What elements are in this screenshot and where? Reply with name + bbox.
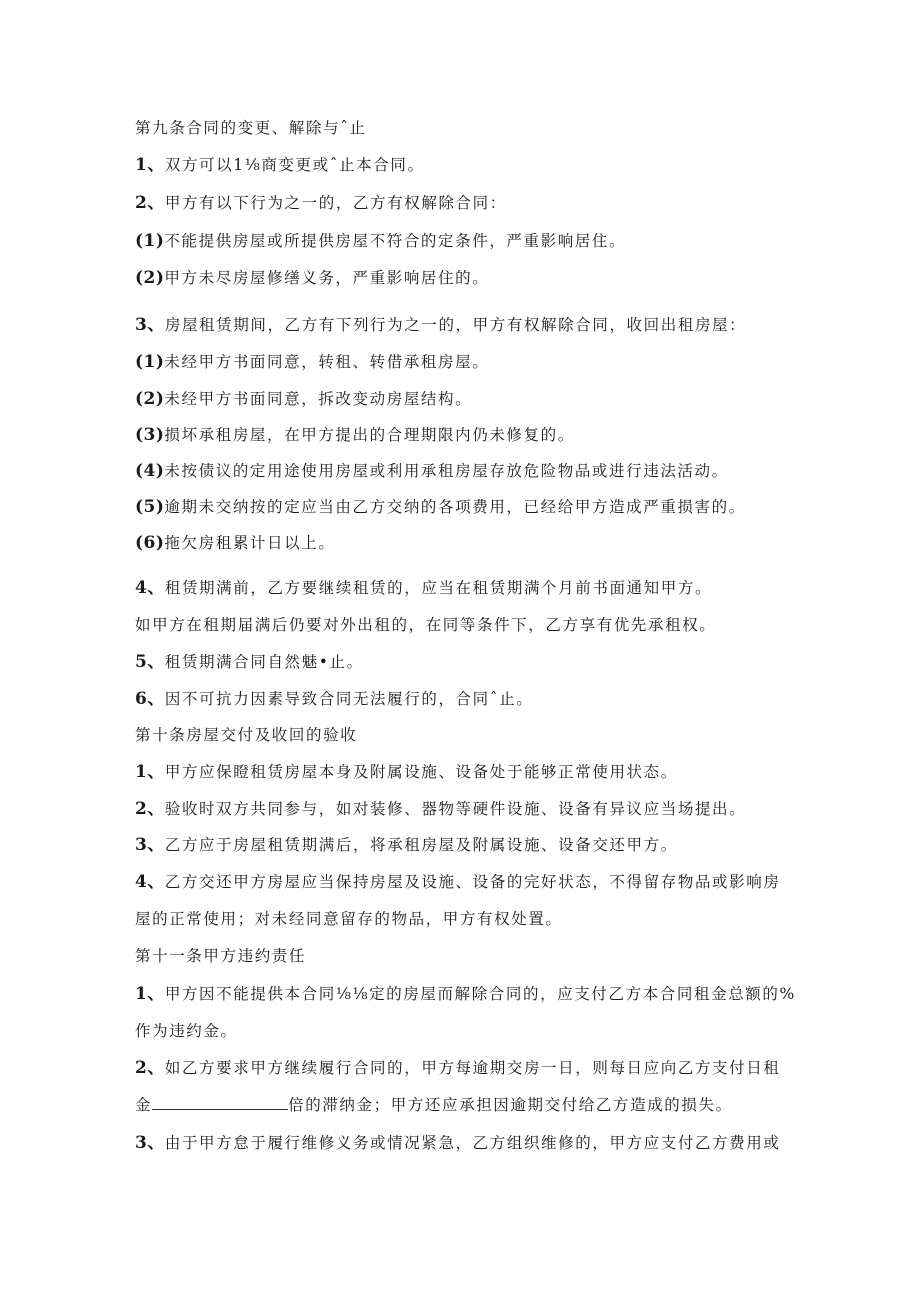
clause-number: 2、 <box>135 1058 165 1078</box>
clause-text: 甲方应保瞪租赁房屋本身及附属设施、设备处于能够正常使用状态。 <box>164 763 678 781</box>
clause-number: 1、 <box>135 984 165 1004</box>
clause <box>135 689 795 709</box>
fill-in-blank[interactable] <box>152 1095 288 1110</box>
clause-text: 租赁期满前，乙方要继续租赁的，应当在租赁期满个月前书面通知甲方。 <box>164 579 713 597</box>
clause-text: 验收时双方共同参与，如对装修、器物等硬件设施、设备有异议应当场提出。 <box>164 800 747 818</box>
sub-clause-number: (4) <box>135 461 165 481</box>
clause <box>135 1133 795 1153</box>
sub-clause <box>135 461 795 481</box>
clause <box>135 652 795 672</box>
clause <box>135 984 795 1004</box>
clause-text: 甲方有以下行为之一的，乙方有权解除合同： <box>164 194 507 212</box>
article-9-heading: 第九条合同的变更、解除与ˆ止 <box>135 119 367 137</box>
clause-number: 5、 <box>135 652 165 672</box>
clause-text: 乙方应于房屋租赁期满后，将承租房屋及附属设施、设备交还甲方。 <box>164 836 678 854</box>
clause-continuation <box>135 1095 795 1115</box>
clause-text: 金 <box>135 1096 153 1114</box>
clause-text: 如乙方要求甲方继续履行合同的，甲方每逾期交房一日，则每日应向乙方支付日租 <box>164 1059 781 1077</box>
clause-text: 倍的滞纳金；甲方还应承担因逾期交付给乙方造成的损失。 <box>288 1096 733 1114</box>
article-10-heading: 第十条房屋交付及收回的验收 <box>135 726 358 744</box>
sub-clause-number: (1) <box>135 352 165 372</box>
clause <box>135 155 795 175</box>
sub-clause-text: 甲方未尽房屋修缮义务，严重影响居住的。 <box>164 269 490 287</box>
clause-text: 租赁期满合同自然魅•止。 <box>164 653 364 671</box>
clause-number: 3、 <box>135 1133 165 1153</box>
clause <box>135 872 795 892</box>
sub-clause-number: (6) <box>135 533 165 553</box>
sub-clause-number: (3) <box>135 425 165 445</box>
clause-text: 房屋租赁期间，乙方有下列行为之一的，甲方有权解除合同，收回出租房屋： <box>164 316 747 334</box>
clause <box>135 578 795 598</box>
sub-clause-number: (2) <box>135 389 165 409</box>
sub-clause-number: (1) <box>135 231 165 251</box>
sub-clause-text: 损坏承租房屋，在甲方提出的合理期限内仍未修复的。 <box>164 426 575 444</box>
sub-clause-text: 未按债议的定用途使用房屋或利用承租房屋存放危险物品或进行违法活动。 <box>164 462 729 480</box>
sub-clause <box>135 497 795 517</box>
clause-text: 甲方因不能提供本合同⅛⅛定的房屋而解除合同的，应支付乙方本合同租金总额的% <box>164 985 796 1003</box>
clause-number: 3、 <box>135 835 165 855</box>
clause-number: 4、 <box>135 872 165 892</box>
clause-number: 1、 <box>135 155 165 175</box>
clause-number: 4、 <box>135 578 165 598</box>
clause-continuation: 作为违约金。 <box>135 1022 238 1040</box>
sub-clause-text: 未经甲方书面同意，转租、转借承租房屋。 <box>164 353 490 371</box>
clause-text: 乙方交还甲方房屋应当保持房屋及设施、设备的完好状态，不得留存物品或影响房 <box>164 873 781 891</box>
clause-text: 因不可抗力因素导致合同无法履行的，合同ˆ止。 <box>164 690 534 708</box>
sub-clause-number: (2) <box>135 268 165 288</box>
clause <box>135 835 795 855</box>
clause-text: 由于甲方怠于履行维修义务或情况紧急，乙方组织维修的，甲方应支付乙方费用或 <box>164 1134 781 1152</box>
sub-clause <box>135 268 795 288</box>
clause-number: 6、 <box>135 689 165 709</box>
clause-continuation: 如甲方在租期届满后仍要对外出租的，在同等条件下，乙方享有优先承租权。 <box>135 616 717 634</box>
clause-text: 双方可以1⅛商变更或ˆ止本合同。 <box>164 156 425 174</box>
clause-number: 1、 <box>135 762 165 782</box>
clause <box>135 193 795 213</box>
clause-number: 2、 <box>135 799 165 819</box>
sub-clause-number: (5) <box>135 497 165 517</box>
sub-clause <box>135 425 795 445</box>
sub-clause <box>135 533 795 553</box>
clause-continuation: 屋的正常使用；对未经同意留存的物品，甲方有权处置。 <box>135 910 563 928</box>
sub-clause-text: 逾期未交纳按的定应当由乙方交纳的各项费用，已经给甲方造成严重损害的。 <box>164 498 746 516</box>
sub-clause <box>135 352 795 372</box>
clause <box>135 1058 795 1078</box>
sub-clause <box>135 389 795 409</box>
clause <box>135 799 795 819</box>
article-11-heading: 第十一条甲方违约责任 <box>135 947 307 965</box>
clause-number: 3、 <box>135 315 165 335</box>
clause-number: 2、 <box>135 193 165 213</box>
sub-clause-text: 拖欠房租累计日以上。 <box>164 534 336 552</box>
sub-clause <box>135 231 795 251</box>
clause <box>135 315 795 335</box>
sub-clause-text: 不能提供房屋或所提供房屋不符合的定条件，严重影响居住。 <box>164 232 627 250</box>
sub-clause-text: 未经甲方书面同意，拆改变动房屋结构。 <box>164 390 473 408</box>
clause <box>135 762 795 782</box>
